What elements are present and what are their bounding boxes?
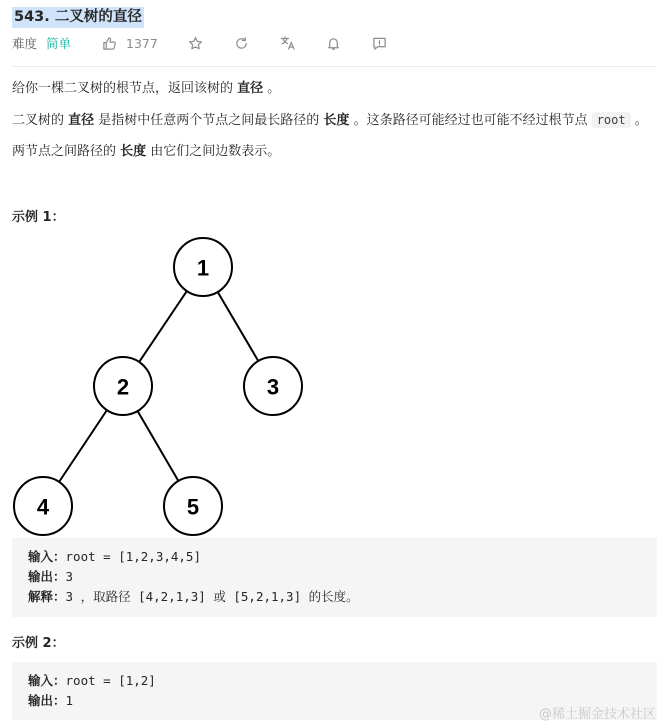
example-1-explain-line	[28, 587, 641, 607]
tree-node-label: 2	[116, 374, 130, 400]
example-1-output-line	[28, 567, 641, 587]
desc-bold-length: 长度	[323, 113, 350, 128]
description-paragraph-1	[12, 79, 280, 99]
example-1-code-block	[12, 538, 657, 617]
input-value: root = [1,2]	[65, 673, 156, 688]
desc-bold-diameter: 直径	[237, 81, 264, 96]
thumbs-up-icon[interactable]	[101, 35, 117, 51]
translate-icon[interactable]	[280, 35, 296, 51]
problem-title-wrap	[12, 6, 144, 28]
desc-bold-length: 长度	[120, 144, 147, 159]
output-label: 输出：	[28, 569, 66, 584]
description-paragraph-3	[12, 142, 280, 162]
example-2-input-line	[28, 671, 641, 691]
watermark: @稀土掘金技术社区	[538, 707, 656, 722]
explain-label: 解释：	[28, 589, 66, 604]
bell-icon[interactable]	[326, 35, 342, 51]
input-value: root = [1,2,3,4,5]	[65, 549, 201, 564]
example-1-title: 示例 1：	[12, 210, 65, 225]
header-divider	[12, 66, 656, 67]
description-paragraph-2	[12, 110, 648, 131]
problem-title: 543. 二叉树的直径	[12, 7, 144, 28]
output-value: 1	[65, 693, 74, 708]
desc-text: 二叉树的	[12, 113, 69, 128]
problem-meta-bar	[12, 33, 388, 53]
example-2-title: 示例 2：	[12, 636, 65, 651]
inline-code-root: root	[592, 112, 631, 128]
explain-value: 3 ，取路径 [4,2,1,3] 或 [5,2,1,3] 的长度。	[65, 589, 359, 604]
tree-node-label: 4	[36, 494, 50, 520]
input-label: 输入：	[28, 549, 66, 564]
desc-text: 。这条路径可能经过也可能不经过根节点	[349, 113, 592, 128]
example-1-tree-diagram	[0, 226, 320, 538]
desc-bold-diameter: 直径	[68, 113, 95, 128]
desc-text: 。	[263, 81, 281, 96]
tree-node-label: 3	[266, 374, 280, 400]
tree-node-label: 1	[196, 255, 210, 281]
difficulty-label: 难度	[12, 36, 38, 51]
output-value: 3	[65, 569, 74, 584]
comment-icon[interactable]	[372, 35, 388, 51]
desc-text: 给你一棵二叉树的根节点，返回该树的	[12, 81, 238, 96]
difficulty-badge: 简单	[46, 36, 72, 51]
desc-text: 是指树中任意两个节点之间最长路径的	[94, 113, 324, 128]
input-label: 输入：	[28, 673, 66, 688]
desc-text: 由它们之间边数表示。	[146, 144, 281, 159]
star-icon[interactable]	[188, 35, 204, 51]
like-count: 1377	[126, 35, 158, 51]
example-1-input-line	[28, 547, 641, 567]
tree-node-label: 5	[186, 494, 200, 520]
desc-text: 。	[630, 113, 648, 128]
desc-text: 两节点之间路径的	[12, 144, 121, 159]
output-label: 输出：	[28, 693, 66, 708]
refresh-icon[interactable]	[234, 35, 250, 51]
